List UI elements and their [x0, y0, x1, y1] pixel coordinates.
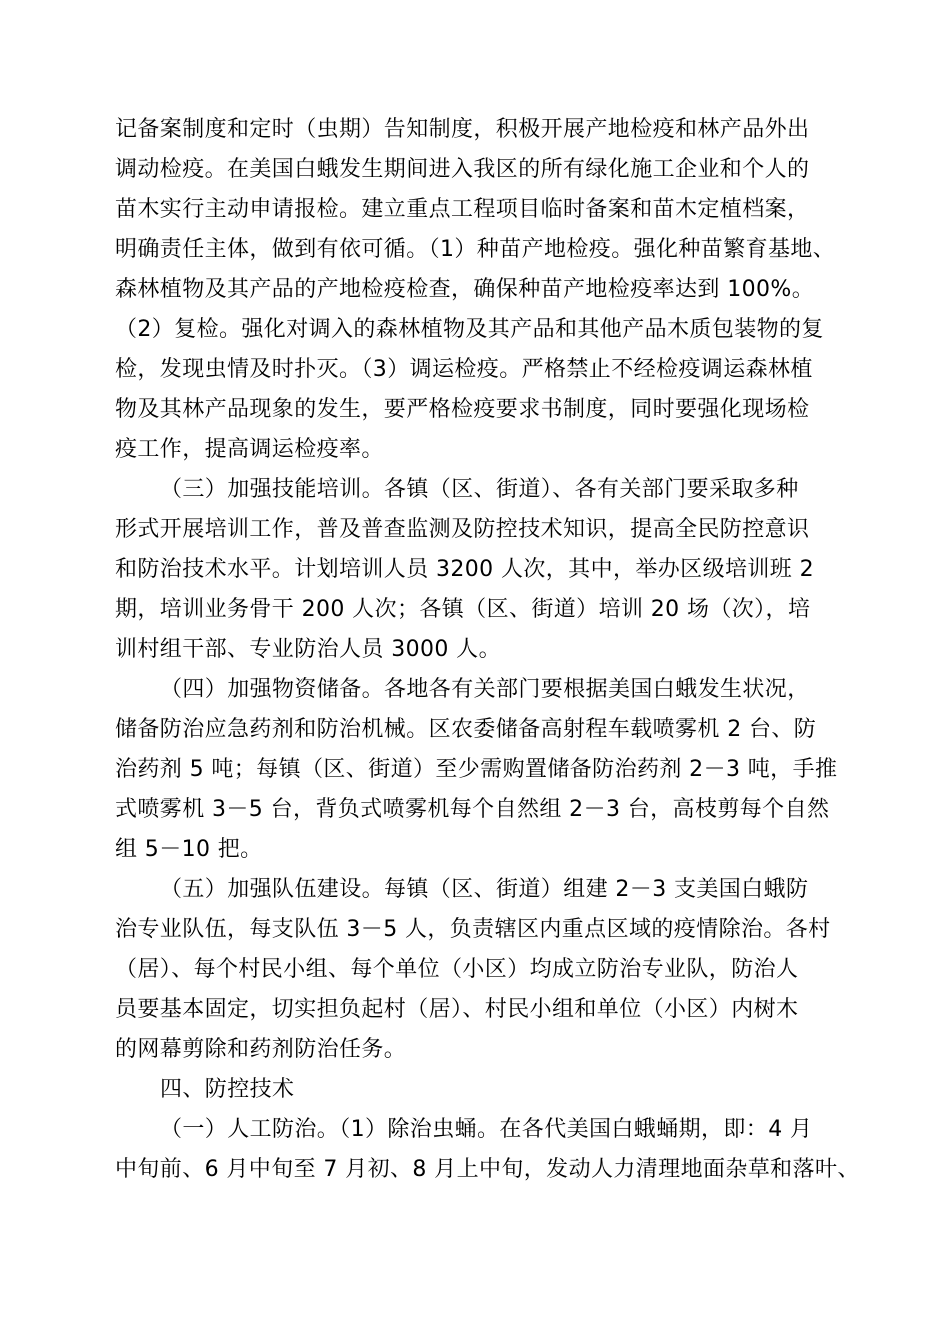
paragraph-heading-line: （三）加强技能培训。各镇（区、街道）、各有关部门要采取多种	[160, 477, 799, 502]
text-line: 苗木实行主动申请报检。建立重点工程项目临时备案和苗木定植档案，	[115, 197, 810, 222]
text-line: 调动检疫。在美国白蛾发生期间进入我区的所有绿化施工企业和个人的	[115, 157, 810, 182]
paragraph-heading-line: （四）加强物资储备。各地各有关部门要根据美国白蛾发生状况，	[160, 677, 810, 702]
text-line: 记备案制度和定时（虫期）告知制度，积极开展产地检疫和林产品外出	[115, 117, 810, 142]
paragraph-heading-line: （一）人工防治。（1）除治虫蛹。在各代美国白蛾蛹期，即：4 月	[160, 1117, 813, 1142]
text-line: 训村组干部、专业防治人员 3000 人。	[115, 637, 501, 662]
text-line: 森林植物及其产品的产地检疫检查，确保种苗产地检疫率达到 100%。	[115, 277, 815, 302]
text-line: 治药剂 5 吨；每镇（区、街道）至少需购置储备防治药剂 2－3 吨，手推	[115, 757, 838, 782]
text-line: 员要基本固定，切实担负起村（居）、村民小组和单位（小区）内树木	[115, 997, 799, 1022]
text-line: 物及其林产品现象的发生，要严格检疫要求书制度，同时要强化现场检	[115, 397, 810, 422]
text-line: （居）、每个村民小组、每个单位（小区）均成立防治专业队，防治人	[115, 957, 799, 982]
text-line: 疫工作，提高调运检疫率。	[115, 437, 384, 462]
text-line: 和防治技术水平。计划培训人员 3200 人次，其中，举办区级培训班 2	[115, 557, 814, 582]
text-line: 的网幕剪除和药剂防治任务。	[115, 1037, 407, 1062]
section-heading: 四、防控技术	[160, 1077, 295, 1102]
text-line: 期，培训业务骨干 200 人次；各镇（区、街道）培训 20 场（次），培	[115, 597, 811, 622]
text-line: （2）复检。强化对调入的森林植物及其产品和其他产品木质包装物的复	[115, 317, 824, 342]
text-line: 检，发现虫情及时扑灭。（3）调运检疫。严格禁止不经检疫调运森林植	[115, 357, 813, 382]
text-line: 明确责任主体，做到有依可循。（1）种苗产地检疫。强化种苗繁育基地、	[115, 237, 836, 262]
text-line: 治专业队伍，每支队伍 3－5 人，负责辖区内重点区域的疫情除治。各村	[115, 917, 831, 942]
text-line: 储备防治应急药剂和防治机械。区农委储备高射程车载喷雾机 2 台、防	[115, 717, 817, 742]
text-line: 式喷雾机 3－5 台，背负式喷雾机每个自然组 2－3 台，高枝剪每个自然	[115, 797, 830, 822]
text-line: 形式开展培训工作，普及普查监测及防控技术知识，提高全民防控意识	[115, 517, 810, 542]
text-line: 中旬前、6 月中旬至 7 月初、8 月上中旬，发动人力清理地面杂草和落叶、	[115, 1157, 860, 1182]
text-line: 组 5－10 把。	[115, 837, 263, 862]
paragraph-heading-line: （五）加强队伍建设。每镇（区、街道）组建 2－3 支美国白蛾防	[160, 877, 809, 902]
